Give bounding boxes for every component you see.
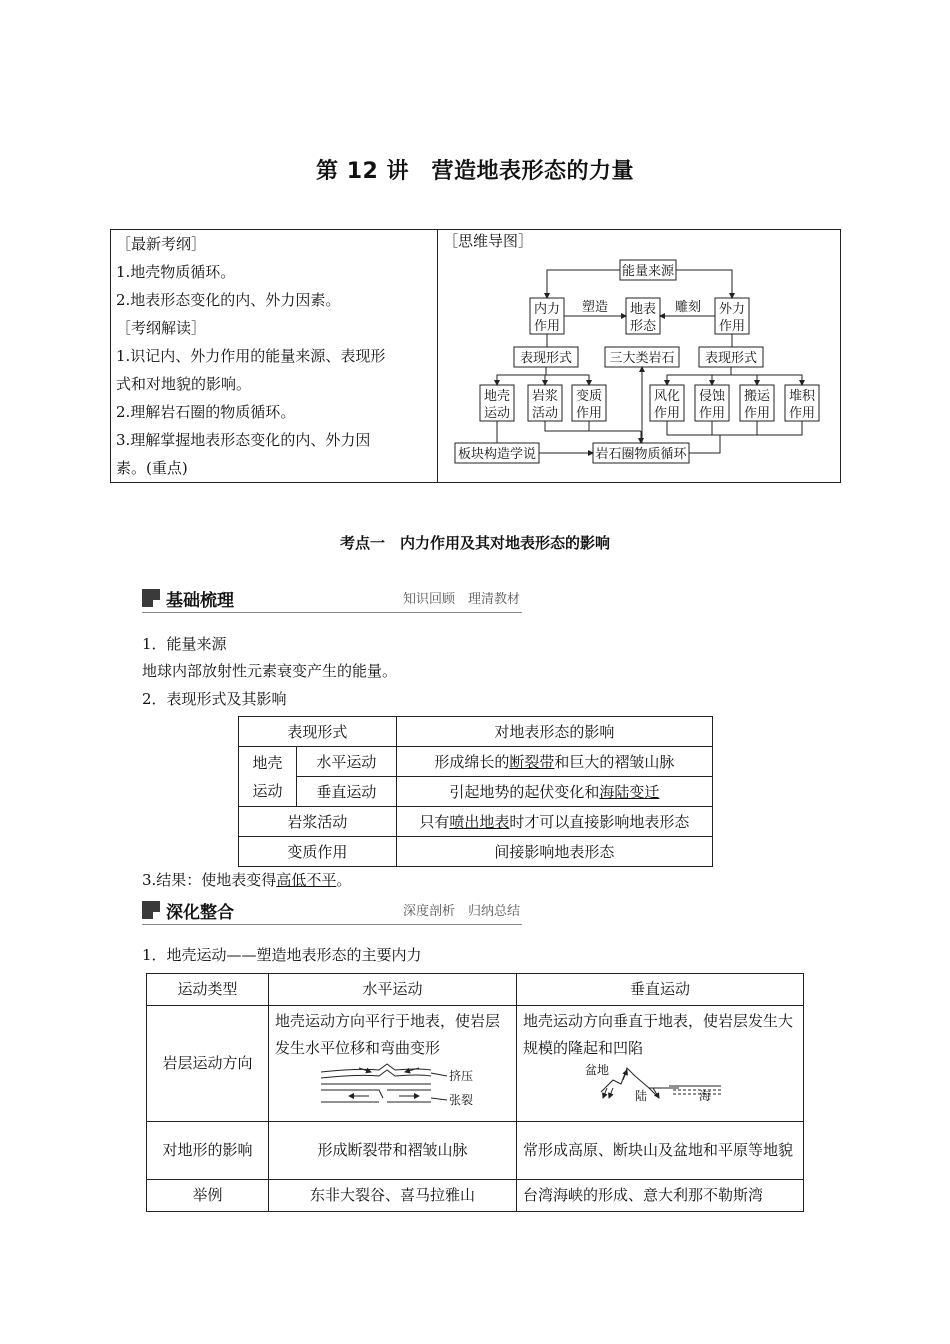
table-cell: 地壳运动方向平行于地表，使岩层发生水平位移和弯曲变形 挤压 张裂: [269, 1006, 517, 1122]
table-cell: 水平运动: [297, 747, 397, 777]
table-cell: 形成绵长的断裂带和巨大的褶皱山脉: [396, 747, 712, 777]
table-cell: 东非大裂谷、喜马拉雅山: [269, 1180, 517, 1212]
table-cell: 对地形的影响: [147, 1122, 269, 1180]
table-cell: 地壳 运动: [239, 747, 297, 807]
paragraph: 1．能量来源: [142, 635, 227, 653]
svg-text:表现形式: 表现形式: [519, 351, 573, 366]
svg-text:外力: 外力: [718, 302, 746, 317]
svg-text:作用: 作用: [698, 406, 726, 421]
banner-subtitle: 知识回顾 理清教材: [402, 592, 520, 607]
table-cell: 垂直运动: [297, 777, 397, 807]
outline-divider: [437, 230, 438, 482]
syllabus-column: [116, 230, 431, 482]
split-label: 张裂: [449, 1093, 474, 1106]
vertical-movement-diagram: [583, 1062, 733, 1104]
svg-text:表现形式: 表现形式: [704, 351, 758, 366]
table-cell: 举例: [147, 1180, 269, 1212]
table-cell: 岩层运动方向: [147, 1006, 269, 1122]
sea-label: 海: [699, 1089, 712, 1103]
syllabus-header: ［最新考纲］: [116, 235, 207, 253]
svg-text:作用: 作用: [718, 319, 746, 334]
table-cell: 台湾海峡的形成、意大利那不勒斯湾: [517, 1180, 804, 1212]
svg-text:作用: 作用: [653, 406, 681, 421]
svg-text:堆积: 堆积: [788, 389, 816, 404]
svg-text:活动: 活动: [531, 406, 559, 421]
svg-text:作用: 作用: [788, 406, 816, 421]
svg-text:运动: 运动: [483, 406, 511, 421]
svg-text:搬运: 搬运: [743, 389, 771, 404]
table-cell: 地壳运动方向垂直于地表，使岩层发生大规模的隆起和凹陷 盆地 陆 海: [517, 1006, 804, 1122]
table-cell: 形成断裂带和褶皱山脉: [269, 1122, 517, 1180]
table-cell: 变质作用: [239, 837, 397, 867]
svg-text:地表: 地表: [629, 302, 657, 317]
interpretation-item: 式和对地貌的影响。: [116, 375, 252, 393]
table-header: 水平运动: [269, 974, 517, 1006]
table-cell: 间接影响地表形态: [396, 837, 712, 867]
interpretation-item: 素。(重点): [116, 459, 188, 477]
table-header: 对地表形态的影响: [396, 717, 712, 747]
svg-text:能量来源: 能量来源: [621, 264, 675, 279]
banner-basics: [142, 584, 522, 618]
svg-text:风化: 风化: [653, 389, 681, 404]
table-header: 运动类型: [147, 974, 269, 1006]
svg-text:三大类岩石: 三大类岩石: [609, 351, 675, 366]
page-title: 第 12 讲 营造地表形态的力量: [316, 159, 634, 184]
svg-text:作用: 作用: [533, 319, 561, 334]
interpretation-header: ［考纲解读］: [116, 319, 207, 337]
mindmap-header: ［思维导图］: [443, 232, 534, 250]
svg-text:塑造: 塑造: [581, 300, 609, 315]
table-header: 垂直运动: [517, 974, 804, 1006]
interpretation-item: 3.理解掌握地表形态变化的内、外力因: [116, 431, 371, 449]
interpretation-item: 2.理解岩石圈的物质循环。: [116, 403, 296, 421]
svg-text:侵蚀: 侵蚀: [698, 389, 726, 404]
svg-text:变质: 变质: [575, 389, 603, 404]
paragraph: 2．表现形式及其影响: [142, 690, 287, 708]
interpretation-item: 1.识记内、外力作用的能量来源、表现形: [116, 347, 386, 365]
table-cell: 常形成高原、断块山及盆地和平原等地貌: [517, 1122, 804, 1180]
svg-text:岩石圈物质循环: 岩石圈物质循环: [595, 447, 687, 462]
svg-text:岩浆: 岩浆: [531, 389, 559, 404]
forms-table: [238, 716, 713, 867]
banner-title: 深化整合: [166, 903, 234, 923]
crust-table: [146, 973, 804, 1212]
banner-deep: [142, 896, 522, 930]
syllabus-item: 1.地壳物质循环。: [116, 263, 236, 281]
paragraph: 3.结果：使地表变得高低不平。: [142, 871, 352, 889]
svg-text:作用: 作用: [575, 406, 603, 421]
mindmap-diagram: [450, 255, 835, 470]
svg-text:作用: 作用: [743, 406, 771, 421]
section-title: 考点一 内力作用及其对地表形态的影响: [339, 534, 610, 552]
svg-text:地壳: 地壳: [483, 389, 511, 404]
banner-title: 基础梳理: [166, 591, 234, 611]
banner-subtitle: 深度剖析 归纳总结: [402, 904, 520, 919]
horizontal-movement-diagram: [319, 1062, 489, 1106]
svg-text:形态: 形态: [629, 319, 657, 334]
table-header: 表现形式: [239, 717, 397, 747]
banner-rule: [142, 612, 522, 613]
banner-square-icon: [142, 901, 160, 919]
svg-text:雕刻: 雕刻: [674, 300, 702, 315]
squeeze-label: 挤压: [449, 1069, 474, 1083]
table-cell: 岩浆活动: [239, 807, 397, 837]
banner-square-icon: [142, 589, 160, 607]
mindmap: [450, 255, 835, 470]
syllabus-item: 2.地表形态变化的内、外力因素。: [116, 291, 341, 309]
table-cell: 引起地势的起伏变化和海陆变迁: [396, 777, 712, 807]
svg-text:内力: 内力: [533, 302, 561, 317]
land-label: 陆: [635, 1089, 648, 1103]
table-cell: 只有喷出地表时才可以直接影响地表形态: [396, 807, 712, 837]
paragraph: 地球内部放射性元素衰变产生的能量。: [142, 662, 398, 680]
svg-text:板块构造学说: 板块构造学说: [457, 447, 537, 462]
paragraph: 1．地壳运动——塑造地表形态的主要内力: [142, 946, 422, 964]
basin-label: 盆地: [585, 1063, 610, 1077]
banner-rule: [142, 924, 522, 925]
